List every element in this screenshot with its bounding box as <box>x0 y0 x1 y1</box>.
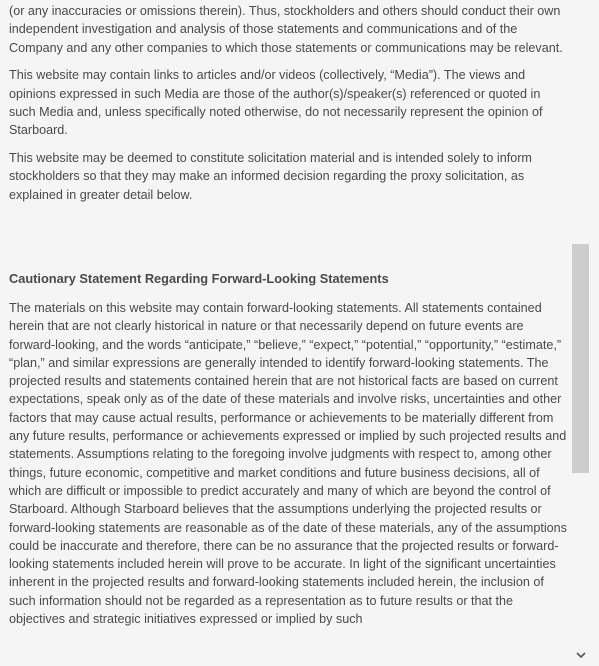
scrollbar-thumb[interactable] <box>572 244 589 473</box>
scroll-down-button[interactable] <box>572 647 589 664</box>
forward-looking-heading: Cautionary Statement Regarding Forward-Looking Statements <box>9 270 389 286</box>
forward-looking-body: The materials on this website may contain forward-looking statements. All statements contained herein that are not clearly historical in nature or that necessarily depend on future events are forward-looking, and the words “anticipate,” “believe,” “expect,” “potential,” “opportunity,” “estimate,” “plan,” and similar expressions are generally intended to identify forward-looking statements. The projected results and statements contained herein that are not historical facts are based on current expectations, speak only as of the date of these materials and involve risks, uncertainties and other factors that may cause actual results, performance or achievements to be materially different from any future results, performance or achievements expressed or implied by such projected results and statements. Assumptions relating to the foregoing involve judgments with respect to, among other things, future economic, competitive and market conditions and future business decisions, all of which are difficult or impossible to predict accurately and many of which are beyond the control of Starboard. Although Starboard believes that the assumptions underlying the projected results or forward-looking statements are reasonable as of the date of these materials, any of the assumptions could be inaccurate and therefore, there can be no assurance that the projected results or forward-looking statements included herein will prove to be accurate. In light of the significant uncertainties inherent in the projected results and forward-looking statements included herein, the inclusion of such information should not be regarded as a representation as to future results or that the objectives and strategic initiatives expressed or implied by such <box>9 300 567 627</box>
disclaimer-content <box>9 2 569 628</box>
section-spacer <box>9 204 569 270</box>
disclaimer-paragraph-tail: (or any inaccuracies or omissions therein). Thus, stockholders and others should conduct their own independent investigation and analysis of those statements and communications and of the Company and any other companies to which those statements or communications may be relevant. <box>9 4 563 55</box>
disclaimer-paragraph-solicitation: This website may be deemed to constitute solicitation material and is intended solely to inform stockholders so that they may make an informed decision regarding the proxy solicitation, as explained in greater detail below. <box>9 151 532 202</box>
disclaimer-paragraph-media: This website may contain links to articles and/or videos (collectively, “Media”). The views and opinions expressed in such Media are those of the author(s)/speaker(s) referenced or quoted in such Media and, unless specifically noted otherwise, do not necessarily represent the opinion of Starboard. <box>9 68 543 138</box>
chevron-down-icon <box>576 652 586 659</box>
